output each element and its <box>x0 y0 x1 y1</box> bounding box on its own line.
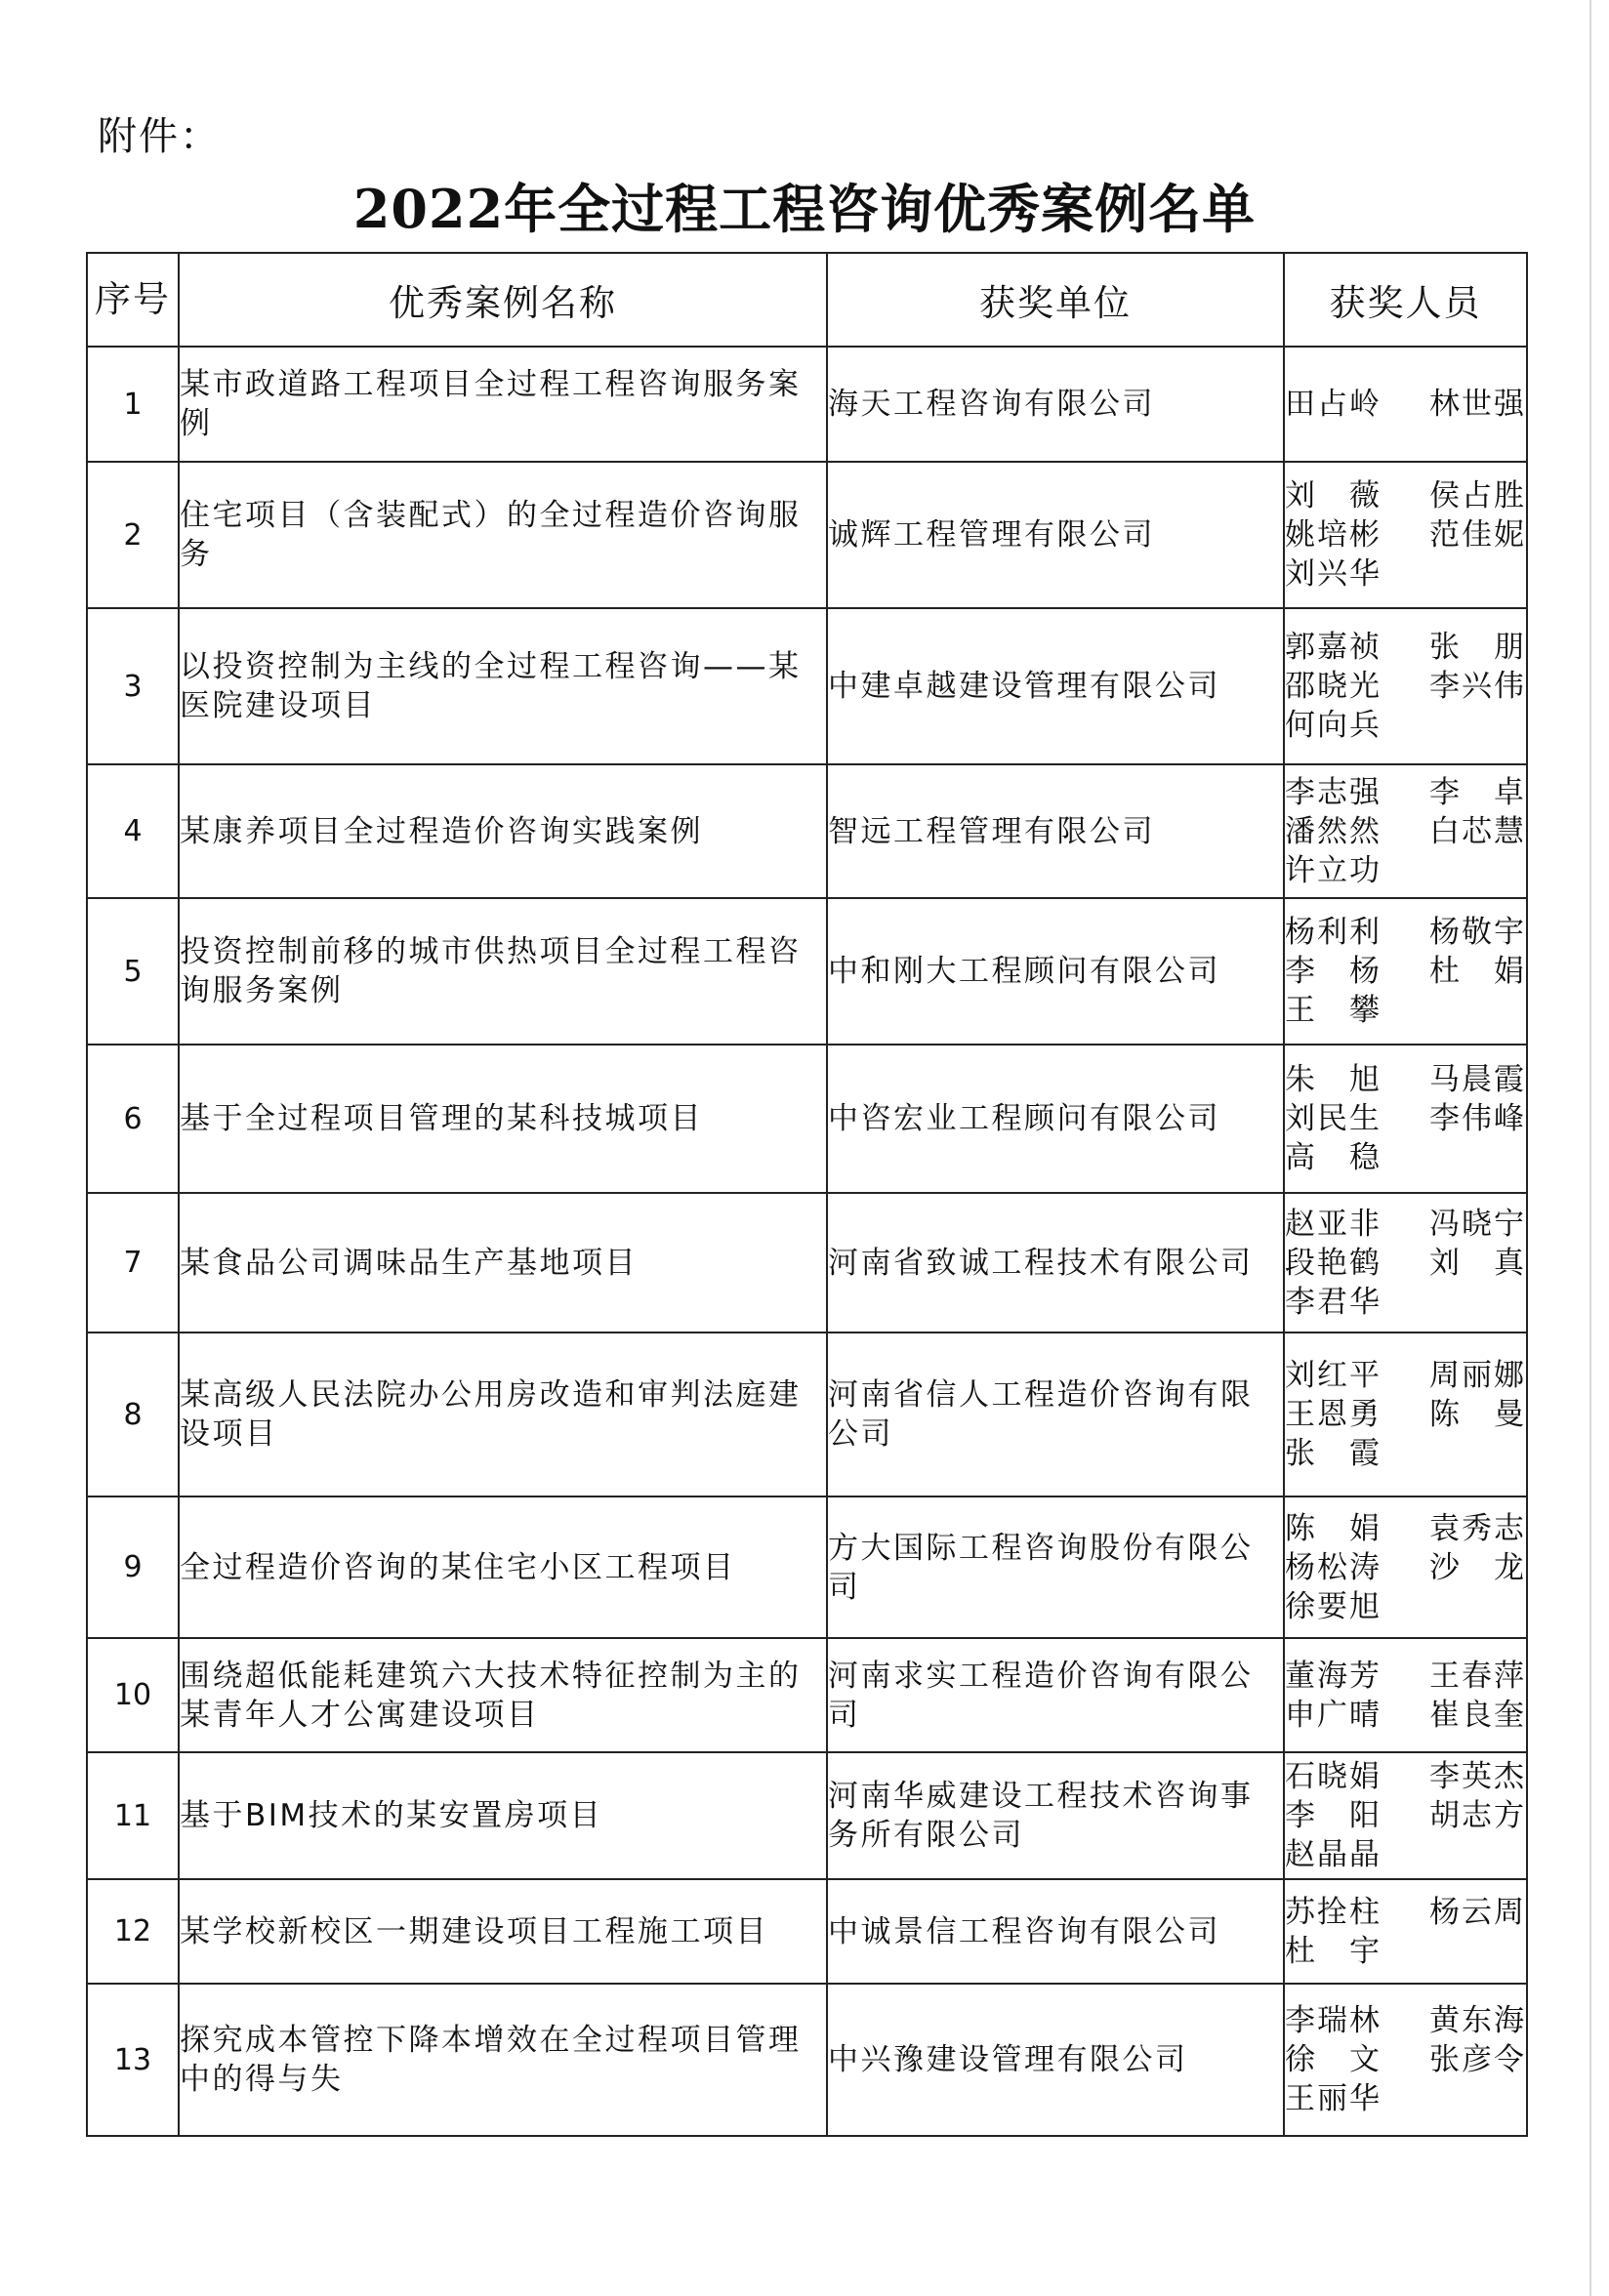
awardee-name: 刘 真 <box>1429 1245 1526 1281</box>
awardee-name: 徐要旭 <box>1285 1588 1382 1624</box>
people-grid <box>1285 1509 1526 1626</box>
awardee-name: 段艳鹤 <box>1285 1245 1382 1281</box>
awardee-name: 苏拴柱 <box>1285 1894 1382 1930</box>
awardee-name: 袁秀志 <box>1429 1510 1526 1546</box>
row-award-people <box>1284 1752 1527 1879</box>
header-award-unit: 获奖单位 <box>827 253 1284 347</box>
awardee-name: 林世强 <box>1429 387 1526 422</box>
awardee-name: 刘 薇 <box>1285 478 1382 513</box>
awardee-name: 李瑞林 <box>1285 2003 1382 2038</box>
people-grid <box>1285 1657 1526 1735</box>
row-serial-number: 12 <box>87 1879 179 1984</box>
row-case-name: 基于全过程项目管理的某科技城项目 <box>179 1045 827 1193</box>
row-award-people <box>1284 1496 1527 1638</box>
awardee-name: 何向兵 <box>1285 708 1382 743</box>
awardee-name: 杨利利 <box>1285 915 1382 950</box>
people-grid <box>1285 1060 1526 1177</box>
row-case-name: 以投资控制为主线的全过程工程咨询——某医院建设项目 <box>179 608 827 764</box>
table-row <box>87 462 1527 608</box>
awardee-name: 沙 龙 <box>1429 1549 1526 1585</box>
row-award-unit: 海天工程咨询有限公司 <box>827 347 1284 462</box>
row-award-people <box>1284 608 1527 764</box>
awardee-name: 邵晓光 <box>1285 669 1382 704</box>
awardee-name: 王丽华 <box>1285 2081 1382 2116</box>
table-row <box>87 1879 1527 1984</box>
awardee-name: 杨松涛 <box>1285 1549 1382 1585</box>
awardee-name: 黄东海 <box>1429 2003 1526 2038</box>
table-row <box>87 1045 1527 1193</box>
row-award-unit: 中诚景信工程咨询有限公司 <box>827 1879 1284 1984</box>
table-row <box>87 1752 1527 1879</box>
row-case-name: 全过程造价咨询的某住宅小区工程项目 <box>179 1496 827 1638</box>
people-grid <box>1285 1757 1526 1874</box>
row-award-unit: 河南华威建设工程技术咨询事务所有限公司 <box>827 1752 1284 1879</box>
awardee-name: 姚培彬 <box>1285 517 1382 553</box>
row-serial-number: 11 <box>87 1752 179 1879</box>
table-row <box>87 347 1527 462</box>
people-grid <box>1285 1893 1526 1971</box>
table-row <box>87 1638 1527 1752</box>
awardee-name: 高 稳 <box>1285 1140 1382 1175</box>
header-serial-number: 序号 <box>87 253 179 347</box>
page-edge-line <box>1589 0 1591 2296</box>
row-case-name: 投资控制前移的城市供热项目全过程工程咨询服务案例 <box>179 898 827 1045</box>
award-list-table <box>86 252 1528 2137</box>
awardee-name: 周丽娜 <box>1429 1358 1526 1393</box>
people-grid <box>1285 385 1526 424</box>
awardee-name: 田占岭 <box>1285 387 1382 422</box>
row-case-name: 住宅项目（含装配式）的全过程造价咨询服务 <box>179 462 827 608</box>
row-award-unit: 智远工程管理有限公司 <box>827 764 1284 898</box>
awardee-name: 李伟峰 <box>1429 1101 1526 1136</box>
row-serial-number: 1 <box>87 347 179 462</box>
awardee-name: 侯占胜 <box>1429 478 1526 513</box>
awardee-name: 石晓娟 <box>1285 1759 1382 1794</box>
people-grid <box>1285 1205 1526 1322</box>
row-case-name: 某食品公司调味品生产基地项目 <box>179 1193 827 1332</box>
people-grid <box>1285 913 1526 1030</box>
table-row <box>87 1496 1527 1638</box>
awardee-name: 赵晶晶 <box>1285 1837 1382 1872</box>
awardee-name: 杨敬宇 <box>1429 915 1526 950</box>
awardee-name: 郭嘉祯 <box>1285 630 1382 665</box>
row-award-unit: 中咨宏业工程顾问有限公司 <box>827 1045 1284 1193</box>
row-award-people <box>1284 764 1527 898</box>
awardee-name: 许立功 <box>1285 852 1382 888</box>
row-serial-number: 9 <box>87 1496 179 1638</box>
awardee-name: 王 攀 <box>1285 993 1382 1028</box>
row-serial-number: 13 <box>87 1984 179 2136</box>
row-award-unit: 诚辉工程管理有限公司 <box>827 462 1284 608</box>
row-serial-number: 10 <box>87 1638 179 1752</box>
row-award-people <box>1284 1193 1527 1332</box>
row-serial-number: 2 <box>87 462 179 608</box>
awardee-name: 董海芳 <box>1285 1658 1382 1694</box>
row-award-unit: 中兴豫建设管理有限公司 <box>827 1984 1284 2136</box>
awardee-name: 李兴伟 <box>1429 669 1526 704</box>
awardee-name: 杜 娟 <box>1429 954 1526 989</box>
row-award-unit: 河南求实工程造价咨询有限公司 <box>827 1638 1284 1752</box>
row-award-unit: 方大国际工程咨询股份有限公司 <box>827 1496 1284 1638</box>
awardee-name: 胡志方 <box>1429 1798 1526 1833</box>
table-row <box>87 1332 1527 1496</box>
row-case-name: 某康养项目全过程造价咨询实践案例 <box>179 764 827 898</box>
awardee-name: 马晨霞 <box>1429 1062 1526 1097</box>
document-title: 2022年全过程工程咨询优秀案例名单 <box>352 178 1257 240</box>
awardee-name: 刘兴华 <box>1285 556 1382 592</box>
header-case-name: 优秀案例名称 <box>179 253 827 347</box>
awardee-name: 陈 曼 <box>1429 1397 1526 1432</box>
awardee-name: 赵亚非 <box>1285 1206 1382 1242</box>
header-award-people: 获奖人员 <box>1284 253 1527 347</box>
row-serial-number: 4 <box>87 764 179 898</box>
awardee-name: 李英杰 <box>1429 1759 1526 1794</box>
awardee-name: 李 卓 <box>1429 774 1526 810</box>
table-row <box>87 898 1527 1045</box>
people-grid <box>1285 628 1526 745</box>
awardee-name: 李君华 <box>1285 1284 1382 1320</box>
row-case-name: 基于BIM技术的某安置房项目 <box>179 1752 827 1879</box>
row-award-unit: 中和刚大工程顾问有限公司 <box>827 898 1284 1045</box>
awardee-name: 李志强 <box>1285 774 1382 810</box>
awardee-name: 张 朋 <box>1429 630 1526 665</box>
row-serial-number: 5 <box>87 898 179 1045</box>
row-case-name: 某高级人民法院办公用房改造和审判法庭建设项目 <box>179 1332 827 1496</box>
awardee-name: 张彦令 <box>1429 2042 1526 2077</box>
awardee-name: 王恩勇 <box>1285 1397 1382 1432</box>
row-serial-number: 6 <box>87 1045 179 1193</box>
row-serial-number: 8 <box>87 1332 179 1496</box>
row-serial-number: 3 <box>87 608 179 764</box>
row-award-unit: 河南省致诚工程技术有限公司 <box>827 1193 1284 1332</box>
awardee-name: 潘然然 <box>1285 813 1382 849</box>
awardee-name: 刘红平 <box>1285 1358 1382 1393</box>
awardee-name: 崔良奎 <box>1429 1697 1526 1733</box>
people-grid <box>1285 773 1526 890</box>
awardee-name: 李 阳 <box>1285 1798 1382 1833</box>
people-grid <box>1285 2001 1526 2118</box>
row-award-people <box>1284 898 1527 1045</box>
awardee-name: 刘民生 <box>1285 1101 1382 1136</box>
table-row <box>87 1193 1527 1332</box>
row-award-people <box>1284 1045 1527 1193</box>
people-grid <box>1285 1356 1526 1473</box>
row-case-name: 探究成本管控下降本增效在全过程项目管理中的得与失 <box>179 1984 827 2136</box>
row-award-people <box>1284 1332 1527 1496</box>
table-row <box>87 608 1527 764</box>
row-award-people <box>1284 1879 1527 1984</box>
row-award-people <box>1284 1984 1527 2136</box>
awardee-name: 范佳妮 <box>1429 517 1526 553</box>
awardee-name: 王春萍 <box>1429 1658 1526 1694</box>
row-case-name: 某学校新校区一期建设项目工程施工项目 <box>179 1879 827 1984</box>
table-row <box>87 1984 1527 2136</box>
row-case-name: 某市政道路工程项目全过程工程咨询服务案例 <box>179 347 827 462</box>
table-row <box>87 764 1527 898</box>
row-award-people <box>1284 1638 1527 1752</box>
row-case-name: 围绕超低能耗建筑六大技术特征控制为主的某青年人才公寓建设项目 <box>179 1638 827 1752</box>
row-award-people <box>1284 347 1527 462</box>
people-grid <box>1285 476 1526 594</box>
row-award-people <box>1284 462 1527 608</box>
row-serial-number: 7 <box>87 1193 179 1332</box>
awardee-name: 白芯慧 <box>1429 813 1526 849</box>
awardee-name: 徐 文 <box>1285 2042 1382 2077</box>
awardee-name: 朱 旭 <box>1285 1062 1382 1097</box>
attachment-label: 附件： <box>98 114 221 159</box>
row-award-unit: 中建卓越建设管理有限公司 <box>827 608 1284 764</box>
awardee-name: 陈 娟 <box>1285 1510 1382 1546</box>
table-header-row <box>87 253 1527 347</box>
table-body <box>87 347 1527 2136</box>
awardee-name: 杜 宇 <box>1285 1933 1382 1969</box>
awardee-name: 申广晴 <box>1285 1697 1382 1733</box>
row-award-unit: 河南省信人工程造价咨询有限公司 <box>827 1332 1284 1496</box>
awardee-name: 李 杨 <box>1285 954 1382 989</box>
awardee-name: 张 霞 <box>1285 1436 1382 1471</box>
awardee-name: 冯晓宁 <box>1429 1206 1526 1242</box>
awardee-name: 杨云周 <box>1429 1894 1526 1930</box>
